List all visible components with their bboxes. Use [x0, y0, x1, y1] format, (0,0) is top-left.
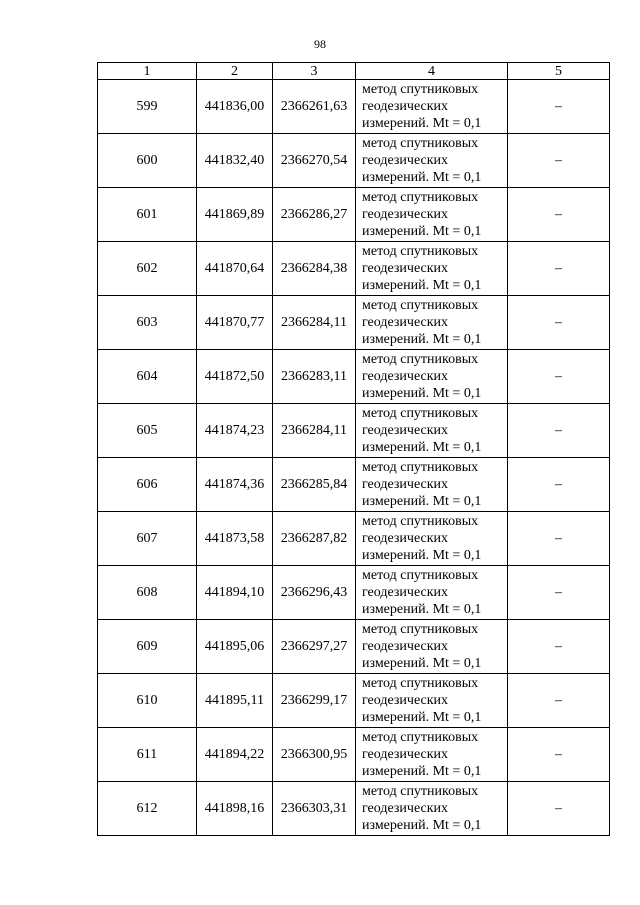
note-cell: – [508, 350, 610, 404]
table-row [98, 458, 610, 512]
x-coordinate-cell: 441873,58 [197, 512, 273, 566]
method-cell: метод спутниковых геодезических измерений. Mt = 0,1 [356, 782, 508, 836]
table-row [98, 566, 610, 620]
point-number-cell: 608 [98, 566, 197, 620]
point-number-cell: 612 [98, 782, 197, 836]
point-number-cell: 600 [98, 134, 197, 188]
note-cell: – [508, 566, 610, 620]
table-body [98, 80, 610, 836]
point-number-cell: 606 [98, 458, 197, 512]
method-cell: метод спутниковых геодезических измерений. Mt = 0,1 [356, 242, 508, 296]
y-coordinate-cell: 2366296,43 [273, 566, 356, 620]
x-coordinate-cell: 441832,40 [197, 134, 273, 188]
y-coordinate-cell: 2366287,82 [273, 512, 356, 566]
y-coordinate-cell: 2366286,27 [273, 188, 356, 242]
x-coordinate-cell: 441894,22 [197, 728, 273, 782]
y-coordinate-cell: 2366285,84 [273, 458, 356, 512]
method-cell: метод спутниковых геодезических измерений. Mt = 0,1 [356, 188, 508, 242]
x-coordinate-cell: 441898,16 [197, 782, 273, 836]
table-row [98, 350, 610, 404]
x-coordinate-cell: 441895,11 [197, 674, 273, 728]
column-header-1: 1 [98, 63, 197, 80]
method-cell: метод спутниковых геодезических измерений. Mt = 0,1 [356, 728, 508, 782]
coordinates-table [97, 62, 610, 836]
note-cell: – [508, 458, 610, 512]
point-number-cell: 610 [98, 674, 197, 728]
point-number-cell: 599 [98, 80, 197, 134]
point-number-cell: 605 [98, 404, 197, 458]
table-row [98, 404, 610, 458]
y-coordinate-cell: 2366299,17 [273, 674, 356, 728]
x-coordinate-cell: 441869,89 [197, 188, 273, 242]
y-coordinate-cell: 2366270,54 [273, 134, 356, 188]
note-cell: – [508, 620, 610, 674]
x-coordinate-cell: 441874,36 [197, 458, 273, 512]
method-cell: метод спутниковых геодезических измерений. Mt = 0,1 [356, 296, 508, 350]
method-cell: метод спутниковых геодезических измерений. Mt = 0,1 [356, 404, 508, 458]
method-cell: метод спутниковых геодезических измерений. Mt = 0,1 [356, 674, 508, 728]
point-number-cell: 602 [98, 242, 197, 296]
note-cell: – [508, 188, 610, 242]
point-number-cell: 609 [98, 620, 197, 674]
point-number-cell: 601 [98, 188, 197, 242]
x-coordinate-cell: 441895,06 [197, 620, 273, 674]
x-coordinate-cell: 441872,50 [197, 350, 273, 404]
table-row [98, 728, 610, 782]
y-coordinate-cell: 2366261,63 [273, 80, 356, 134]
point-number-cell: 604 [98, 350, 197, 404]
column-header-5: 5 [508, 63, 610, 80]
method-cell: метод спутниковых геодезических измерений. Mt = 0,1 [356, 620, 508, 674]
method-cell: метод спутниковых геодезических измерений. Mt = 0,1 [356, 458, 508, 512]
table-row [98, 782, 610, 836]
table-row [98, 296, 610, 350]
point-number-cell: 607 [98, 512, 197, 566]
method-cell: метод спутниковых геодезических измерений. Mt = 0,1 [356, 566, 508, 620]
note-cell: – [508, 782, 610, 836]
method-cell: метод спутниковых геодезических измерений. Mt = 0,1 [356, 350, 508, 404]
x-coordinate-cell: 441870,64 [197, 242, 273, 296]
x-coordinate-cell: 441836,00 [197, 80, 273, 134]
note-cell: – [508, 296, 610, 350]
method-cell: метод спутниковых геодезических измерений. Mt = 0,1 [356, 512, 508, 566]
page-number: 98 [314, 37, 326, 51]
method-cell: метод спутниковых геодезических измерений. Mt = 0,1 [356, 134, 508, 188]
note-cell: – [508, 242, 610, 296]
y-coordinate-cell: 2366283,11 [273, 350, 356, 404]
table-row [98, 242, 610, 296]
table-row [98, 134, 610, 188]
table-row [98, 512, 610, 566]
y-coordinate-cell: 2366284,11 [273, 296, 356, 350]
y-coordinate-cell: 2366303,31 [273, 782, 356, 836]
table-row [98, 620, 610, 674]
method-cell: метод спутниковых геодезических измерений. Mt = 0,1 [356, 80, 508, 134]
x-coordinate-cell: 441894,10 [197, 566, 273, 620]
column-header-2: 2 [197, 63, 273, 80]
table-row [98, 674, 610, 728]
note-cell: – [508, 674, 610, 728]
x-coordinate-cell: 441874,23 [197, 404, 273, 458]
note-cell: – [508, 404, 610, 458]
x-coordinate-cell: 441870,77 [197, 296, 273, 350]
column-header-4: 4 [356, 63, 508, 80]
point-number-cell: 611 [98, 728, 197, 782]
note-cell: – [508, 512, 610, 566]
note-cell: – [508, 80, 610, 134]
table-row [98, 188, 610, 242]
table-row [98, 80, 610, 134]
y-coordinate-cell: 2366284,38 [273, 242, 356, 296]
note-cell: – [508, 728, 610, 782]
point-number-cell: 603 [98, 296, 197, 350]
header-row [98, 63, 610, 80]
y-coordinate-cell: 2366297,27 [273, 620, 356, 674]
y-coordinate-cell: 2366300,95 [273, 728, 356, 782]
y-coordinate-cell: 2366284,11 [273, 404, 356, 458]
column-header-3: 3 [273, 63, 356, 80]
note-cell: – [508, 134, 610, 188]
